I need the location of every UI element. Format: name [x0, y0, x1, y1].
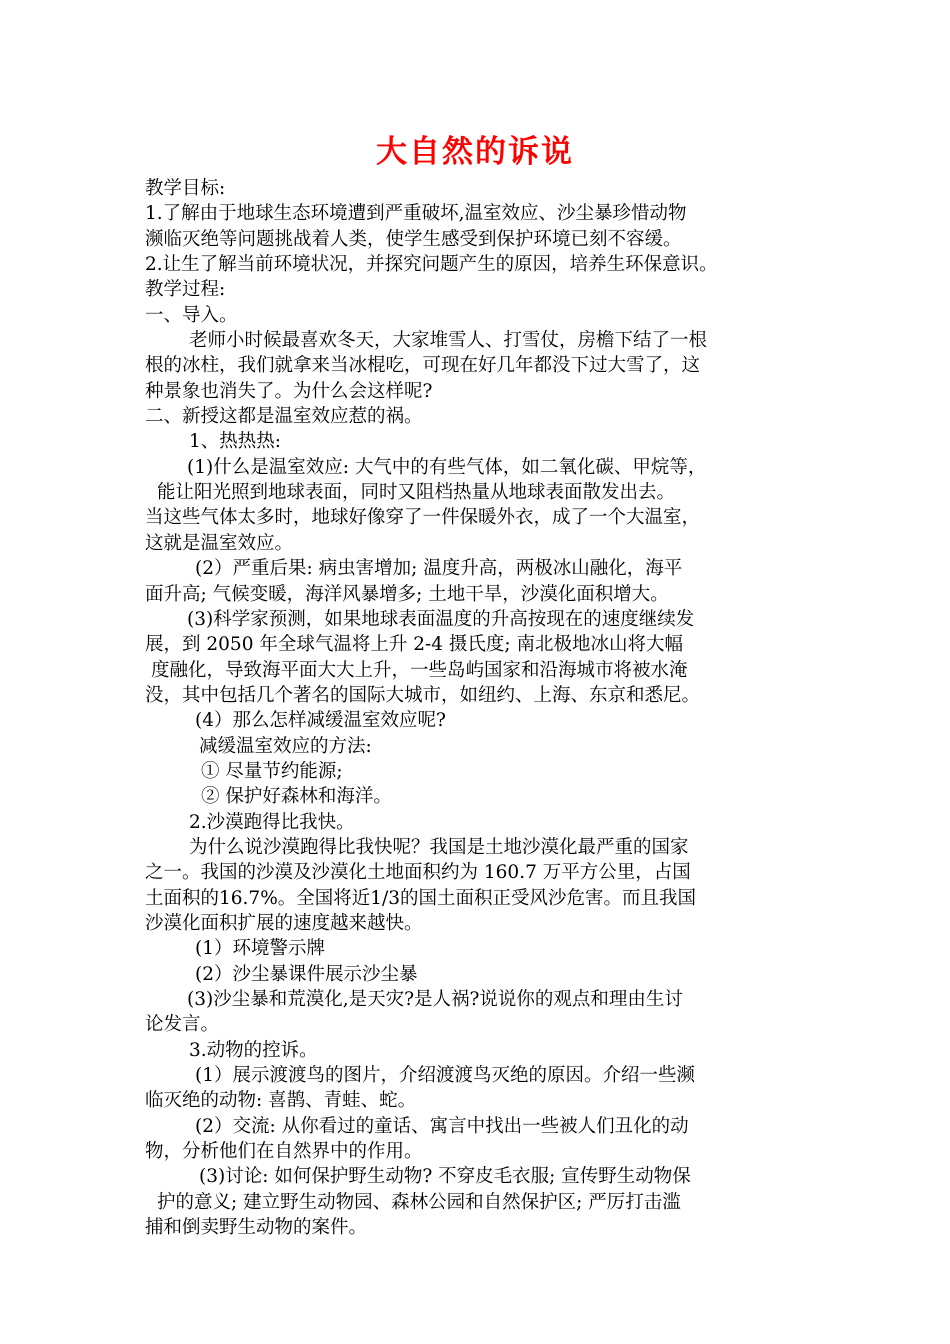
- text-line: 濒临灭绝等问题挑战着人类，使学生感受到保护环境已刻不容缓。: [145, 228, 682, 250]
- text-line: 物，分析他们在自然界中的作用。: [145, 1141, 423, 1163]
- text-line: 能让阳光照到地球表面，同时又阻档热量从地球表面散发出去。: [157, 482, 676, 504]
- text-line: 沙漠化面积扩展的速度越来越快。: [145, 912, 423, 934]
- text-line: 没，其中包括几个著名的国际大城市，如纽约、上海、东京和悉尼。: [145, 684, 701, 706]
- text-line: ② 保护好森林和海洋。: [201, 786, 392, 808]
- text-line: 之一。我国的沙漠及沙漠化土地面积约为 160.7 万平方公里，占国: [145, 862, 691, 884]
- text-line: (1)什么是温室效应: 大气中的有些气体，如二氧化碳、甲烷等，: [187, 456, 707, 478]
- text-line: 度融化，导致海平面大大上升，一些岛屿国家和沿海城市将被水淹: [151, 659, 688, 681]
- text-line: 根的冰柱，我们就拿来当冰棍吃，可现在好几年都没下过大雪了，这: [145, 355, 701, 377]
- text-line: 当这些气体太多时，地球好像穿了一件保暖外衣，成了一个大温室，: [145, 507, 701, 529]
- document-body: [145, 176, 825, 1240]
- document-title: 大自然的诉说: [376, 134, 574, 170]
- text-line: 论发言。: [145, 1014, 220, 1036]
- text-line: 一、导入。: [145, 304, 238, 326]
- text-line: 3.动物的控诉。: [189, 1039, 318, 1061]
- text-line: 展，到 2050 年全球气温将上升 2-4 摄氏度; 南北极地冰山将大幅: [145, 634, 684, 656]
- text-line: 1.了解由于地球生态环境遭到严重破坏,温室效应、沙尘暴珍惜动物: [145, 203, 687, 225]
- text-line: 土面积的16.7%。全国将近1/3的国土面积正受风沙危害。而且我国: [145, 887, 697, 909]
- text-line: 护的意义; 建立野生动物园、森林公园和自然保护区; 严厉打击滥: [157, 1191, 681, 1213]
- text-line: (2）交流: 从你看过的童话、寓言中找出一些被人们丑化的动: [195, 1115, 689, 1137]
- text-line: 临灭绝的动物: 喜鹊、青蛙、蛇。: [145, 1090, 417, 1112]
- text-line: (3)讨论: 如何保护野生动物? 不穿皮毛衣服; 宣传野生动物保: [199, 1166, 691, 1188]
- text-line: 老师小时候最喜欢冬天，大家堆雪人、打雪仗，房檐下结了一根: [189, 330, 708, 352]
- text-line: 二、新授这都是温室效应惹的祸。: [145, 406, 423, 428]
- text-line: 捕和倒卖野生动物的案件。: [145, 1217, 368, 1239]
- text-line: 减缓温室效应的方法:: [199, 735, 372, 757]
- text-line: 这就是温室效应。: [145, 532, 294, 554]
- text-line: (3)沙尘暴和荒漠化,是天灾?是人祸?说说你的观点和理由生讨: [187, 989, 683, 1010]
- text-line: 为什么说沙漠跑得比我快呢？我国是土地沙漠化最严重的国家: [189, 836, 689, 858]
- text-line: 面升高; 气候变暖，海洋风暴增多; 土地干旱，沙漠化面积增大。: [145, 583, 669, 605]
- text-line: (1）环境警示牌: [195, 938, 325, 960]
- text-line: 种景象也消失了。为什么会这样呢?: [145, 380, 433, 402]
- text-line: (1）展示渡渡鸟的图片，介绍渡渡鸟灭绝的原因。介绍一些濒: [195, 1065, 695, 1087]
- text-line: 2.让生了解当前环境状况，并探究问题产生的原因，培养生环保意识。: [145, 254, 718, 276]
- text-line: (2）沙尘暴课件展示沙尘暴: [195, 963, 418, 985]
- text-line: 2.沙漠跑得比我快。: [189, 811, 355, 833]
- text-line: (3)科学家预测，如果地球表面温度的升高按现在的速度继续发: [187, 608, 695, 630]
- text-line: ① 尽量节约能源;: [201, 760, 343, 782]
- text-line: 教学目标:: [145, 178, 226, 199]
- text-line: (4）那么怎样减缓温室效应呢?: [195, 710, 446, 732]
- text-line: (2）严重后果: 病虫害增加; 温度升高，两极冰山融化，海平: [195, 558, 683, 580]
- text-line: 教学过程:: [145, 279, 226, 301]
- text-line: 1、热热热:: [189, 431, 282, 453]
